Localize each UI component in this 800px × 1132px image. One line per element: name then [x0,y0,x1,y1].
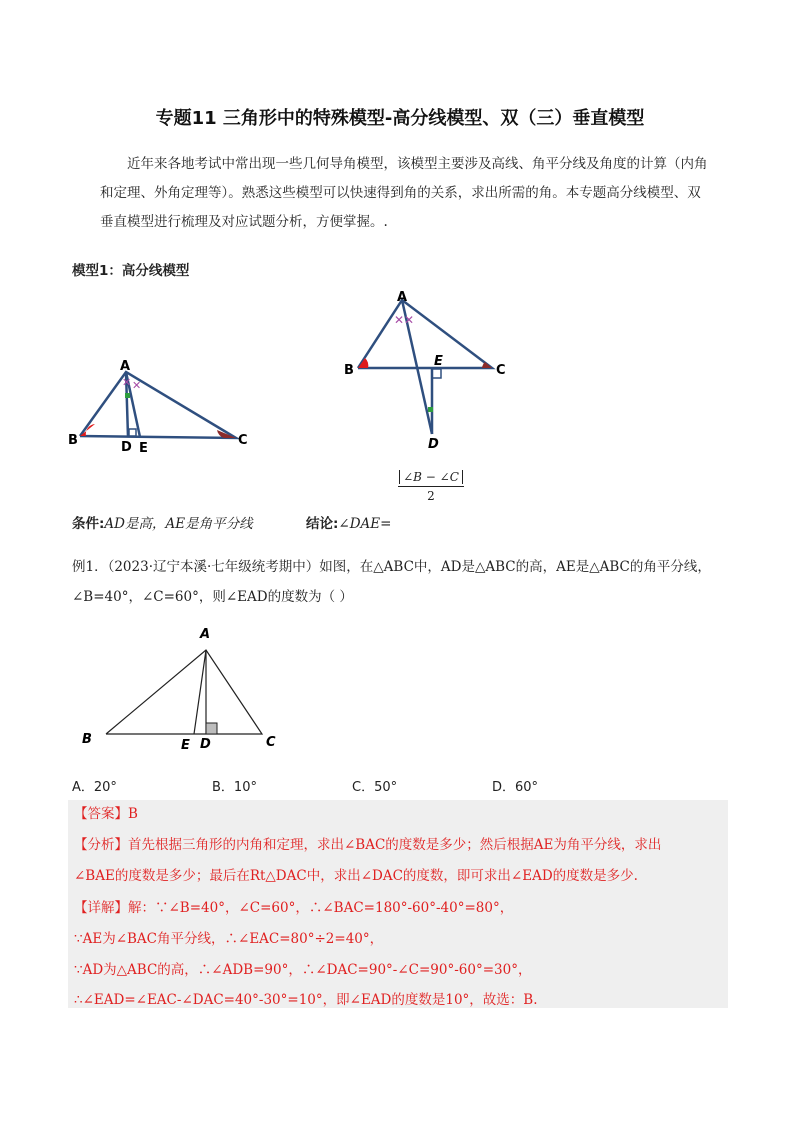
option-a[interactable]: A．20° [72,780,117,795]
model1-figure-1 [66,352,256,462]
svg-text:A: A [200,627,211,642]
ex-triangle [106,650,262,734]
option-b[interactable]: B．10° [212,780,257,795]
svg-text:A: A [120,359,131,374]
svg-text:E: E [434,354,443,369]
fig2-triangle [358,300,492,368]
fig1-triangle [80,372,236,438]
svg-text:✕: ✕ [132,379,142,392]
answer-line: 【答案】B [74,806,138,822]
formula-numerator: ∠B − ∠C [399,470,463,484]
svg-text:A: A [397,290,408,305]
svg-text:✕✕: ✕✕ [394,313,415,327]
analysis-line-2: ∠BAE的度数是多少；最后在Rt△DAC中，求出∠DAC的度数，即可求出∠EAD的度数是多少. [74,868,638,884]
page-title: 专题11 三角形中的特殊模型-高分线模型、双（三）垂直模型 [155,108,645,129]
intro-paragraph: 近年来各地考试中常出现一些几何导角模型，该模型主要涉及高线、角平分线及角度的计算（内角和定理、外角定理等）。熟悉这些模型可以快速得到角的关系，求出所需的角。本专题高分线模型、双垂直模型进行梳理及对应试题分析，方便掌握。. [100,156,708,230]
svg-text:E: E [181,738,190,752]
svg-text:B: B [82,732,92,747]
formula-denominator: 2 [427,489,435,503]
model1-heading: 模型1：高分线模型 [72,263,190,279]
svg-text:E: E [139,441,148,456]
svg-text:B: B [344,363,354,378]
svg-text:D: D [428,437,439,452]
svg-text:✕: ✕ [122,376,132,389]
svg-text:D: D [200,737,211,752]
analysis-line-1: 【分析】首先根据三角形的内角和定理，求出∠BAC的度数是多少；然后根据AE为角平分线，求出 [74,837,662,853]
option-d[interactable]: D．60° [492,780,539,795]
example1-question: 例1．（2023·辽宁本溪·七年级统考期中）如图，在△ABC中，AD是△ABC的高，AE是△ABC的角平分线，∠B=40°，∠C=60°，则∠EAD的度数为（ ） [72,559,711,605]
svg-text:C: C [238,433,248,448]
model1-figure-2 [340,286,520,456]
model1-conclusion: 结论:∠DAE= [306,516,392,532]
svg-text:C: C [496,363,506,378]
detail-line-3: ∵AD为△ABC的高，∴∠ADB=90°，∴∠DAC=90°-∠C=90°-60°=30°， [74,962,532,978]
example1-figure [78,622,288,752]
ex-bisector-ae [194,650,206,734]
svg-text:B: B [68,433,78,448]
detail-line-2: ∵AE为∠BAC角平分线，∴∠EAC=80°÷2=40°， [74,931,384,947]
conclusion-formula [398,470,464,503]
detail-line-4: ∴∠EAD=∠EAC-∠DAC=40°-30°=10°，即∠EAD的度数是10°，故选：B. [74,992,538,1008]
svg-text:C: C [266,735,276,750]
option-c[interactable]: C．50° [352,780,398,795]
svg-text:D: D [121,440,132,455]
model1-condition: 条件:AD是高，AE是角平分线 [72,516,253,532]
detail-line-1: 【详解】解：∵∠B=40°，∠C=60°，∴∠BAC=180°-60°-40°=80°， [74,900,514,916]
